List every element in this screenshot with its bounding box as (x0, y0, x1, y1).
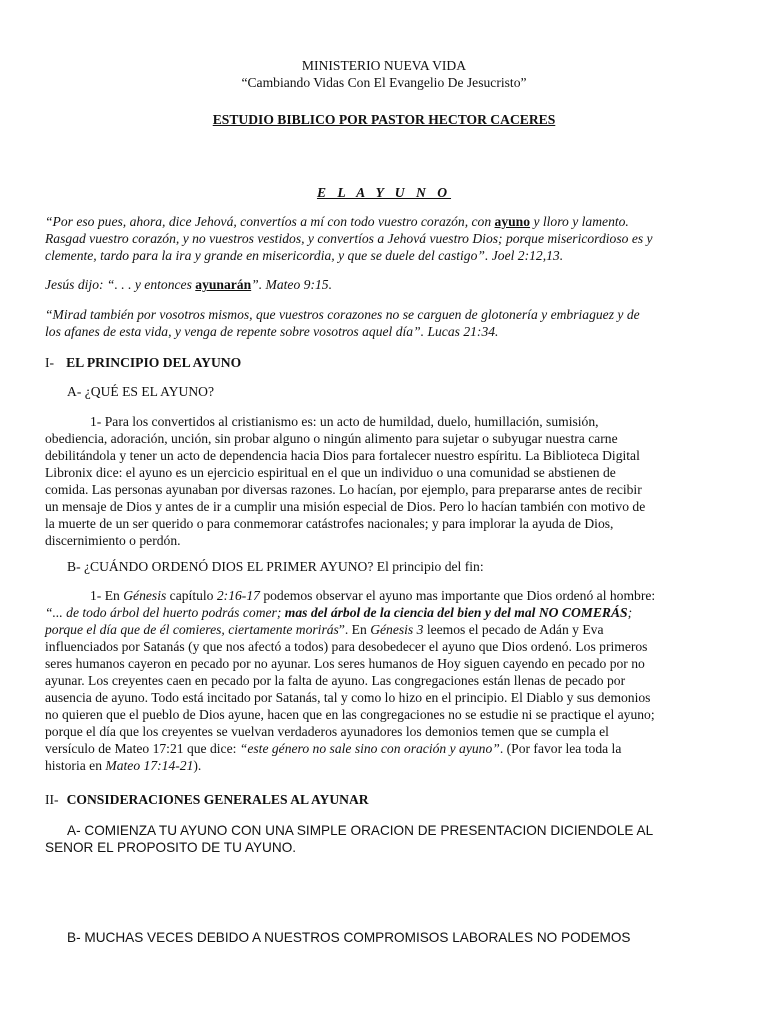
section-1-heading (45, 354, 241, 371)
quote-mateo (45, 276, 332, 293)
quote-emphasis: ayunarán (195, 277, 252, 292)
paragraph-2-line: ayunar. Los creyentes caen en pecado por la falta de ayuno. Las congregaciones están llenas de pecado por (45, 673, 626, 688)
paragraph-2-line: porque el día que los creyentes se vuelvan verdaderos ayunadores los demonios temen que se cumpla el (45, 724, 609, 739)
quote-text: ”. Mateo 9:15. (251, 277, 332, 292)
paragraph-1-line: 1- Para los convertidos al cristianismo es: un acto de humildad, duelo, humillación, sumisión, (90, 414, 599, 429)
paragraph-2-line (90, 587, 655, 604)
quote-text: “Por eso pues, ahora, dice Jehová, convertíos a mí con todo vuestro corazón, con (45, 214, 495, 229)
paragraph-2-line (45, 621, 603, 638)
subsection-a-line-2: SENOR EL PROPOSITO DE TU AYUNO. (45, 840, 297, 855)
paragraph-1-line: discernimiento o perdón. (45, 533, 181, 548)
quote-text: porque el día que de él comieres, ciertamente morirás (45, 622, 339, 637)
quote-lucas-line-1: “Mirad también por vosotros mismos, que vuestros corazones no se carguen de glotonería y embriaguez y de (45, 307, 640, 322)
text: leemos el pecado de Adán y Eva (423, 622, 604, 637)
document-title (0, 184, 768, 201)
paragraph-1-line: debilitándola y tener un acto de dependencia hacia Dios para fortalecer nuestro espíritu. La Biblioteca Digital (45, 448, 640, 463)
text: ”. En (338, 622, 371, 637)
paragraph-1-line: Libronix dice: el ayuno es un ejercicio espiritual en el que un individuo o una comunidad se abstienen de (45, 465, 616, 480)
paragraph-2-line: ausencia de ayuno. Todo está incitado por Satanás, tal y como lo hizo en el principio. El Diablo y sus demonios (45, 690, 651, 705)
document-subtitle: ESTUDIO BIBLICO POR PASTOR HECTOR CACERES (212, 112, 556, 127)
subsection-b-line-1: B- MUCHAS VECES DEBIDO A NUESTROS COMPROMISOS LABORALES NO PODEMOS (67, 930, 631, 945)
paragraph-1-line: comida. Las personas ayunaban por diversas razones. Lo hacían, por ejemplo, para prepararse antes de recibir (45, 482, 642, 497)
paragraph-2-line (45, 604, 632, 621)
quote-text: Jesús dijo: “. . . y entonces (45, 277, 196, 292)
section-number: I- (45, 355, 55, 370)
quote-joel-line-1 (45, 213, 629, 230)
text: historia en (45, 758, 106, 773)
paragraph-2-line: seres humanos cayeron en pecado por no ayunar. Los seres humanos de Hoy siguen cayendo en pecado por no (45, 656, 645, 671)
text: podemos observar el ayuno mas importante que Dios ordenó al hombre: (259, 588, 656, 603)
paragraph-2-line: influenciados por Satanás (y que nos afectó a todos) para desobedecer el ayuno que Dios ordenó. Los primeros (45, 639, 648, 654)
book-ref: Génesis 3 (370, 622, 424, 637)
paragraph-1-line: obediencia, adoración, unción, sin probar alguno o ningún alimento para sujetar o subyugar nuestra carne (45, 431, 618, 446)
subsection-a-heading: A- ¿QUÉ ES EL AYUNO? (67, 384, 214, 399)
text: . (Por favor lea toda la (499, 741, 622, 756)
text: capítulo (166, 588, 217, 603)
section-title: CONSIDERACIONES GENERALES AL AYUNAR (66, 792, 369, 807)
paragraph-2-line (45, 740, 621, 757)
verse-ref: 2:16-17 (216, 588, 260, 603)
subsection-a-line-1: A- COMIENZA TU AYUNO CON UNA SIMPLE ORACION DE PRESENTACION DICIENDOLE AL (67, 823, 654, 838)
quote-text: ; (627, 605, 633, 620)
paragraph-2-line: no quieren que el pueblo de Dios ayune, hacen que en las congregaciones no se estudie ni se practique el ayuno; (45, 707, 655, 722)
paragraph-1-line: un mensaje de Dios y antes de ir a cumplir una misión especial de Dios. Pero lo hacían también con motivo de (45, 499, 646, 514)
org-name: MINISTERIO NUEVA VIDA (301, 58, 467, 73)
quote-joel-line-3: clemente, tardo para la ira y grande en misericordia, y que se duele del castigo”. Joel 2:12,13. (45, 248, 564, 263)
verse-ref: Mateo 17:14-21 (105, 758, 194, 773)
book-ref: Génesis (123, 588, 167, 603)
quote-joel-line-2: Rasgad vuestro corazón, y no vuestros vestidos, y convertíos a Jehová vuestro Dios; porque misericordioso es y (45, 231, 653, 246)
section-number: II- (45, 792, 59, 807)
text: 1- En (90, 588, 124, 603)
section-2-heading (45, 791, 369, 808)
org-motto: “Cambiando Vidas Con El Evangelio De Jesucristo” (241, 75, 527, 90)
subsection-b-heading: B- ¿CUÁNDO ORDENÓ DIOS EL PRIMER AYUNO? El principio del fin: (67, 559, 484, 574)
paragraph-2-line (45, 757, 201, 774)
quote-emphasis: mas del árbol de la ciencia del bien y del mal NO COMERÁS (284, 605, 628, 620)
quote-emphasis: ayuno (494, 214, 531, 229)
text: ). (193, 758, 202, 773)
quote-text: “este género no sale sino con oración y ayuno” (239, 741, 500, 756)
section-title: EL PRINCIPIO DEL AYUNO (66, 355, 242, 370)
quote-lucas-line-2: los afanes de esta vida, y venga de repente sobre vosotros aquel día”. Lucas 21:34. (45, 324, 499, 339)
paragraph-1-line: la muerte de un ser querido o para conmemorar catástrofes nacionales; y para implorar la ayuda de Dios, (45, 516, 614, 531)
title-text: E L A Y U N O (316, 185, 452, 200)
quote-text: y lloro y lamento. (530, 214, 629, 229)
quote-text: “... de todo árbol del huerto podrás comer; (45, 605, 285, 620)
text: versículo de Mateo 17:21 que dice: (45, 741, 240, 756)
